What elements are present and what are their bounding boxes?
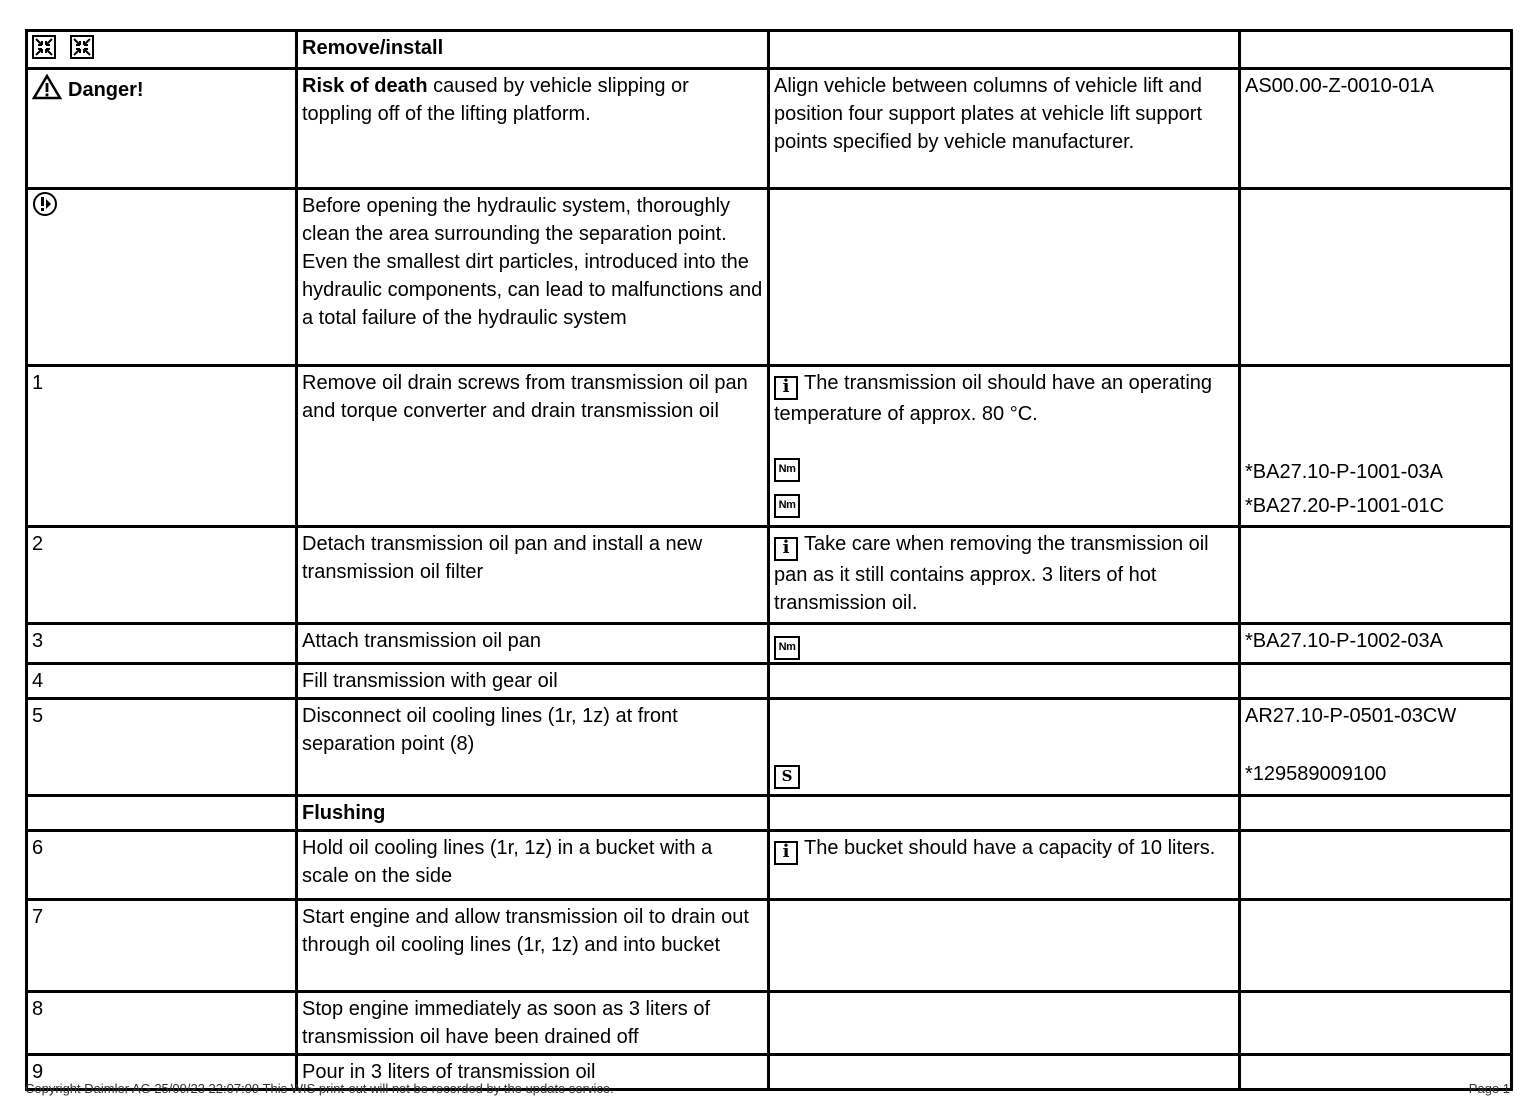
step-row: [27, 366, 1512, 527]
danger-risk-cell: [297, 69, 769, 189]
danger-row: [27, 69, 1512, 189]
footer-copyright: Copyright Daimler AG 25/09/23 22:07:09 This WIS print-out will not be recorded by the update service.: [25, 1081, 614, 1096]
step-info: The bucket should have a capacity of 10 liters.: [804, 837, 1216, 859]
step-number: 9: [27, 1055, 297, 1090]
notice-icon-cell: [27, 189, 297, 366]
procedure-table: [25, 29, 1513, 1091]
step-notes-cell: [769, 527, 1240, 624]
header-icons-cell: [27, 31, 297, 69]
step-ref: *BA27.10-P-1001-03A: [1245, 461, 1443, 483]
step-notes-cell: [769, 624, 1240, 664]
danger-ref: AS00.00-Z-0010-01A: [1240, 69, 1512, 189]
step-number: 8: [27, 992, 297, 1055]
step-refs-cell: [1240, 366, 1512, 527]
info-icon: i: [774, 376, 798, 400]
step-number: 5: [27, 699, 297, 796]
danger-risk-bold: Risk of death: [302, 75, 428, 97]
page-footer: [25, 1081, 1510, 1101]
torque-icon: Nm: [774, 458, 800, 482]
step-text: Attach transmission oil pan: [297, 624, 769, 664]
step-row: [27, 992, 1512, 1055]
step-info: Take care when removing the transmission oil pan as it still contains approx. 3 liters of hot transmission oil.: [774, 533, 1209, 614]
step-number: 1: [27, 366, 297, 527]
environment-notice-icon: [32, 191, 58, 217]
danger-risk-text: caused by vehicle slipping or toppling off of the lifting platform.: [302, 75, 689, 125]
step-info: The transmission oil should have an operating temperature of approx. 80 °C.: [774, 372, 1213, 425]
header-title: Remove/install: [297, 31, 769, 69]
compress-arrows-icon: [32, 35, 56, 59]
step-text: Detach transmission oil pan and install a new transmission oil filter: [297, 527, 769, 624]
danger-label-cell: [27, 69, 297, 189]
step-row: [27, 624, 1512, 664]
step-row: [27, 527, 1512, 624]
step-row: [27, 831, 1512, 900]
step-number: 2: [27, 527, 297, 624]
section-title: Flushing: [297, 796, 769, 831]
step-number: 6: [27, 831, 297, 900]
step-notes-cell: [769, 366, 1240, 527]
step-ref: *129589009100: [1245, 763, 1387, 785]
danger-label: Danger!: [68, 79, 144, 101]
step-notes-cell: [769, 699, 1240, 796]
header-row: [27, 31, 1512, 69]
step-row: [27, 900, 1512, 992]
step-refs-cell: [1240, 699, 1512, 796]
step-notes-cell: [769, 831, 1240, 900]
step-ref: *BA27.20-P-1001-01C: [1245, 495, 1445, 517]
step-number: 3: [27, 624, 297, 664]
step-ref: AR27.10-P-0501-03CW: [1245, 705, 1457, 727]
torque-icon: Nm: [774, 494, 800, 518]
special-tool-icon: S: [774, 765, 800, 789]
info-icon: i: [774, 537, 798, 561]
info-icon: i: [774, 841, 798, 865]
step-text: Pour in 3 liters of transmission oil: [297, 1055, 769, 1090]
footer-page-number: Page 1: [1468, 1081, 1510, 1096]
step-number: 4: [27, 664, 297, 699]
step-text: Remove oil drain screws from transmission oil pan and torque converter and drain transmission oil: [297, 366, 769, 527]
notice-text: Before opening the hydraulic system, thoroughly clean the area surrounding the separation point. Even the smallest dirt particles, introduced into the hydraulic components, can lead to malfunctions and a total failure of the hydraulic system: [297, 189, 769, 366]
step-text: Disconnect oil cooling lines (1r, 1z) at front separation point (8): [297, 699, 769, 796]
step-text: Stop engine immediately as soon as 3 liters of transmission oil have been drained off: [297, 992, 769, 1055]
danger-measure: Align vehicle between columns of vehicle lift and position four support plates at vehicle lift support points specified by vehicle manufacturer.: [769, 69, 1240, 189]
step-text: Hold oil cooling lines (1r, 1z) in a bucket with a scale on the side: [297, 831, 769, 900]
compress-arrows-icon: [70, 35, 94, 59]
torque-icon: Nm: [774, 636, 800, 660]
step-row: [27, 664, 1512, 699]
step-number: 7: [27, 900, 297, 992]
section-row: [27, 796, 1512, 831]
notice-row: [27, 189, 1512, 366]
step-ref: *BA27.10-P-1002-03A: [1240, 624, 1512, 664]
warning-triangle-icon: [32, 74, 62, 100]
step-row: [27, 699, 1512, 796]
step-text: Fill transmission with gear oil: [297, 664, 769, 699]
step-text: Start engine and allow transmission oil to drain out through oil cooling lines (1r, 1z) and into bucket: [297, 900, 769, 992]
